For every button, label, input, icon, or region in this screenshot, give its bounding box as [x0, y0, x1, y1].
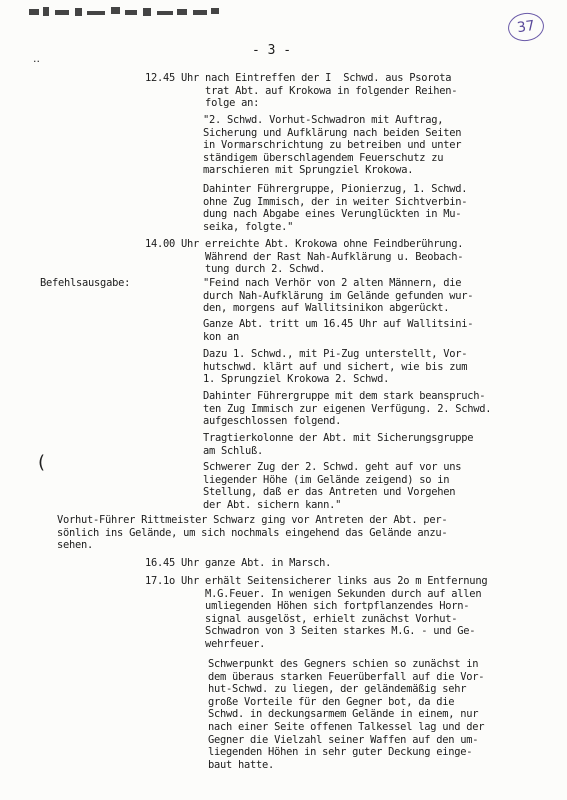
text-line: Schwerpunkt des Gegners schien so zunächst in — [208, 658, 479, 670]
text-line: am Schluß. — [203, 444, 264, 457]
text-line: Während der Rast Nah-Aufklärung u. Beobach- — [145, 250, 464, 263]
text-line: kon an — [203, 330, 240, 343]
text-line: liegender Höhe (im Gelände zeigend) so in — [203, 473, 450, 486]
text-line: "2. Schwd. Vorhut-Schwadron mit Auftrag, — [203, 114, 444, 126]
text-line: hut-Schwd. zu liegen, der geländemäßig sehr — [208, 683, 467, 696]
text-line: in Vormarschrichtung zu betreiben und unter — [203, 139, 462, 152]
text-block — [145, 557, 331, 570]
margin-mark: ·· — [33, 55, 40, 68]
text-block — [145, 238, 463, 276]
text-line: 16.45 Uhr ganze Abt. in Marsch. — [145, 557, 332, 569]
text-block — [203, 183, 467, 233]
text-line: liegenden Höhen in sehr guter Deckung einge- — [208, 746, 473, 759]
text-line: Schwerer Zug der 2. Schwd. geht auf vor uns — [203, 461, 462, 473]
text-line: tung durch 2. Schwd. — [145, 263, 326, 276]
text-line: Schwadron von 3 Seiten starkes M.G. - und Ge- — [145, 625, 476, 638]
text-block — [57, 514, 447, 552]
text-line: Dahinter Führergruppe, Pionierzug, 1. Schwd. — [203, 183, 468, 195]
scan-noise — [25, 4, 225, 26]
text-line: 12.45 Uhr nach Eintreffen der I Schwd. aus Psorota — [145, 72, 452, 84]
text-line: dem überaus starken Feuerüberfall auf die Vor- — [208, 670, 485, 683]
page-stamp: 37 — [506, 11, 546, 44]
text-line: durch Nah-Aufklärung im Gelände gefunden wur- — [203, 289, 474, 302]
text-line: signal ausgelöst, erhielt zunächst Vorhut- — [145, 612, 458, 625]
text-line: Sicherung und Aufklärung nach beiden Seiten — [203, 126, 462, 139]
text-line: der Abt. sichern kann." — [203, 498, 342, 511]
text-line: hutschwd. klärt auf und sichert, wie bis zum — [203, 360, 468, 373]
text-block — [145, 575, 487, 651]
text-block — [203, 318, 473, 343]
text-line: ten Zug Immisch zur eigenen Verfügung. 2. Schwd. — [203, 402, 492, 415]
text-line: ständigem überschlagendem Feuerschutz zu — [203, 151, 444, 164]
text-line: Dahinter Führergruppe mit dem stark beanspruch- — [203, 390, 486, 402]
text-line: Stellung, daß er das Antreten und Vorgehen — [203, 486, 456, 499]
margin-mark: ( — [38, 452, 46, 473]
text-block — [40, 277, 130, 290]
text-line: Befehlsausgabe: — [40, 277, 131, 289]
text-line: Gegner die Vielzahl seiner Waffen auf den um- — [208, 733, 479, 746]
text-line: große Vorteile für den Gegner bot, da die — [208, 695, 455, 708]
text-block — [145, 72, 457, 110]
page-number: - 3 - — [252, 43, 292, 58]
text-line: M.G.Feuer. In wenigen Sekunden durch auf allen — [145, 587, 482, 600]
text-line: Dazu 1. Schwd., mit Pi-Zug unterstellt, Vor- — [203, 348, 468, 360]
text-block — [208, 658, 484, 771]
text-line: 17.1o Uhr erhält Seitensicherer links aus 2o m Entfernung — [145, 575, 488, 587]
text-block — [203, 390, 491, 428]
text-block — [203, 348, 467, 386]
text-line: umliegenden Höhen sich fortpflanzendes Horn- — [145, 600, 470, 613]
text-line: baut hatte. — [208, 758, 275, 771]
text-line: 14.00 Uhr erreichte Abt. Krokowa ohne Feindberührung. — [145, 238, 464, 250]
text-line: dung nach Abgabe eines Verunglückten in Mu- — [203, 208, 462, 221]
text-block — [203, 114, 461, 177]
text-line: nach einer Seite offenen Talkessel lag und der — [208, 720, 485, 733]
text-line: marschieren mit Sprungziel Krokowa. — [203, 164, 414, 177]
text-line: Ganze Abt. tritt um 16.45 Uhr auf Wallitsini- — [203, 318, 474, 330]
text-line: folge an: — [145, 97, 260, 110]
text-line: seika, folgte." — [203, 220, 294, 233]
text-line: wehrfeuer. — [145, 637, 266, 650]
text-block — [203, 277, 473, 315]
text-line: Vorhut-Führer Rittmeister Schwarz ging vor Antreten der Abt. per- — [57, 514, 448, 526]
text-line: ohne Zug Immisch, der in weiter Sichtverbin- — [203, 195, 468, 208]
text-line: trat Abt. auf Krokowa in folgender Reihen- — [145, 84, 458, 97]
text-line: 1. Sprungziel Krokowa 2. Schwd. — [203, 373, 390, 386]
text-line: aufgeschlossen folgend. — [203, 415, 342, 428]
text-line: "Feind nach Verhör von 2 alten Männern, die — [203, 277, 462, 289]
text-line: den, morgens auf Wallitsinikon abgerückt. — [203, 302, 450, 315]
text-line: sönlich ins Gelände, um sich nochmals eingehend das Gelände anzu- — [57, 526, 448, 539]
text-line: Schwd. in deckungsarmem Gelände in einem, nur — [208, 708, 479, 721]
text-block — [203, 432, 473, 457]
text-line: Tragtierkolonne der Abt. mit Sicherungsgruppe — [203, 432, 474, 444]
text-block — [203, 461, 461, 511]
text-line: sehen. — [57, 539, 94, 552]
